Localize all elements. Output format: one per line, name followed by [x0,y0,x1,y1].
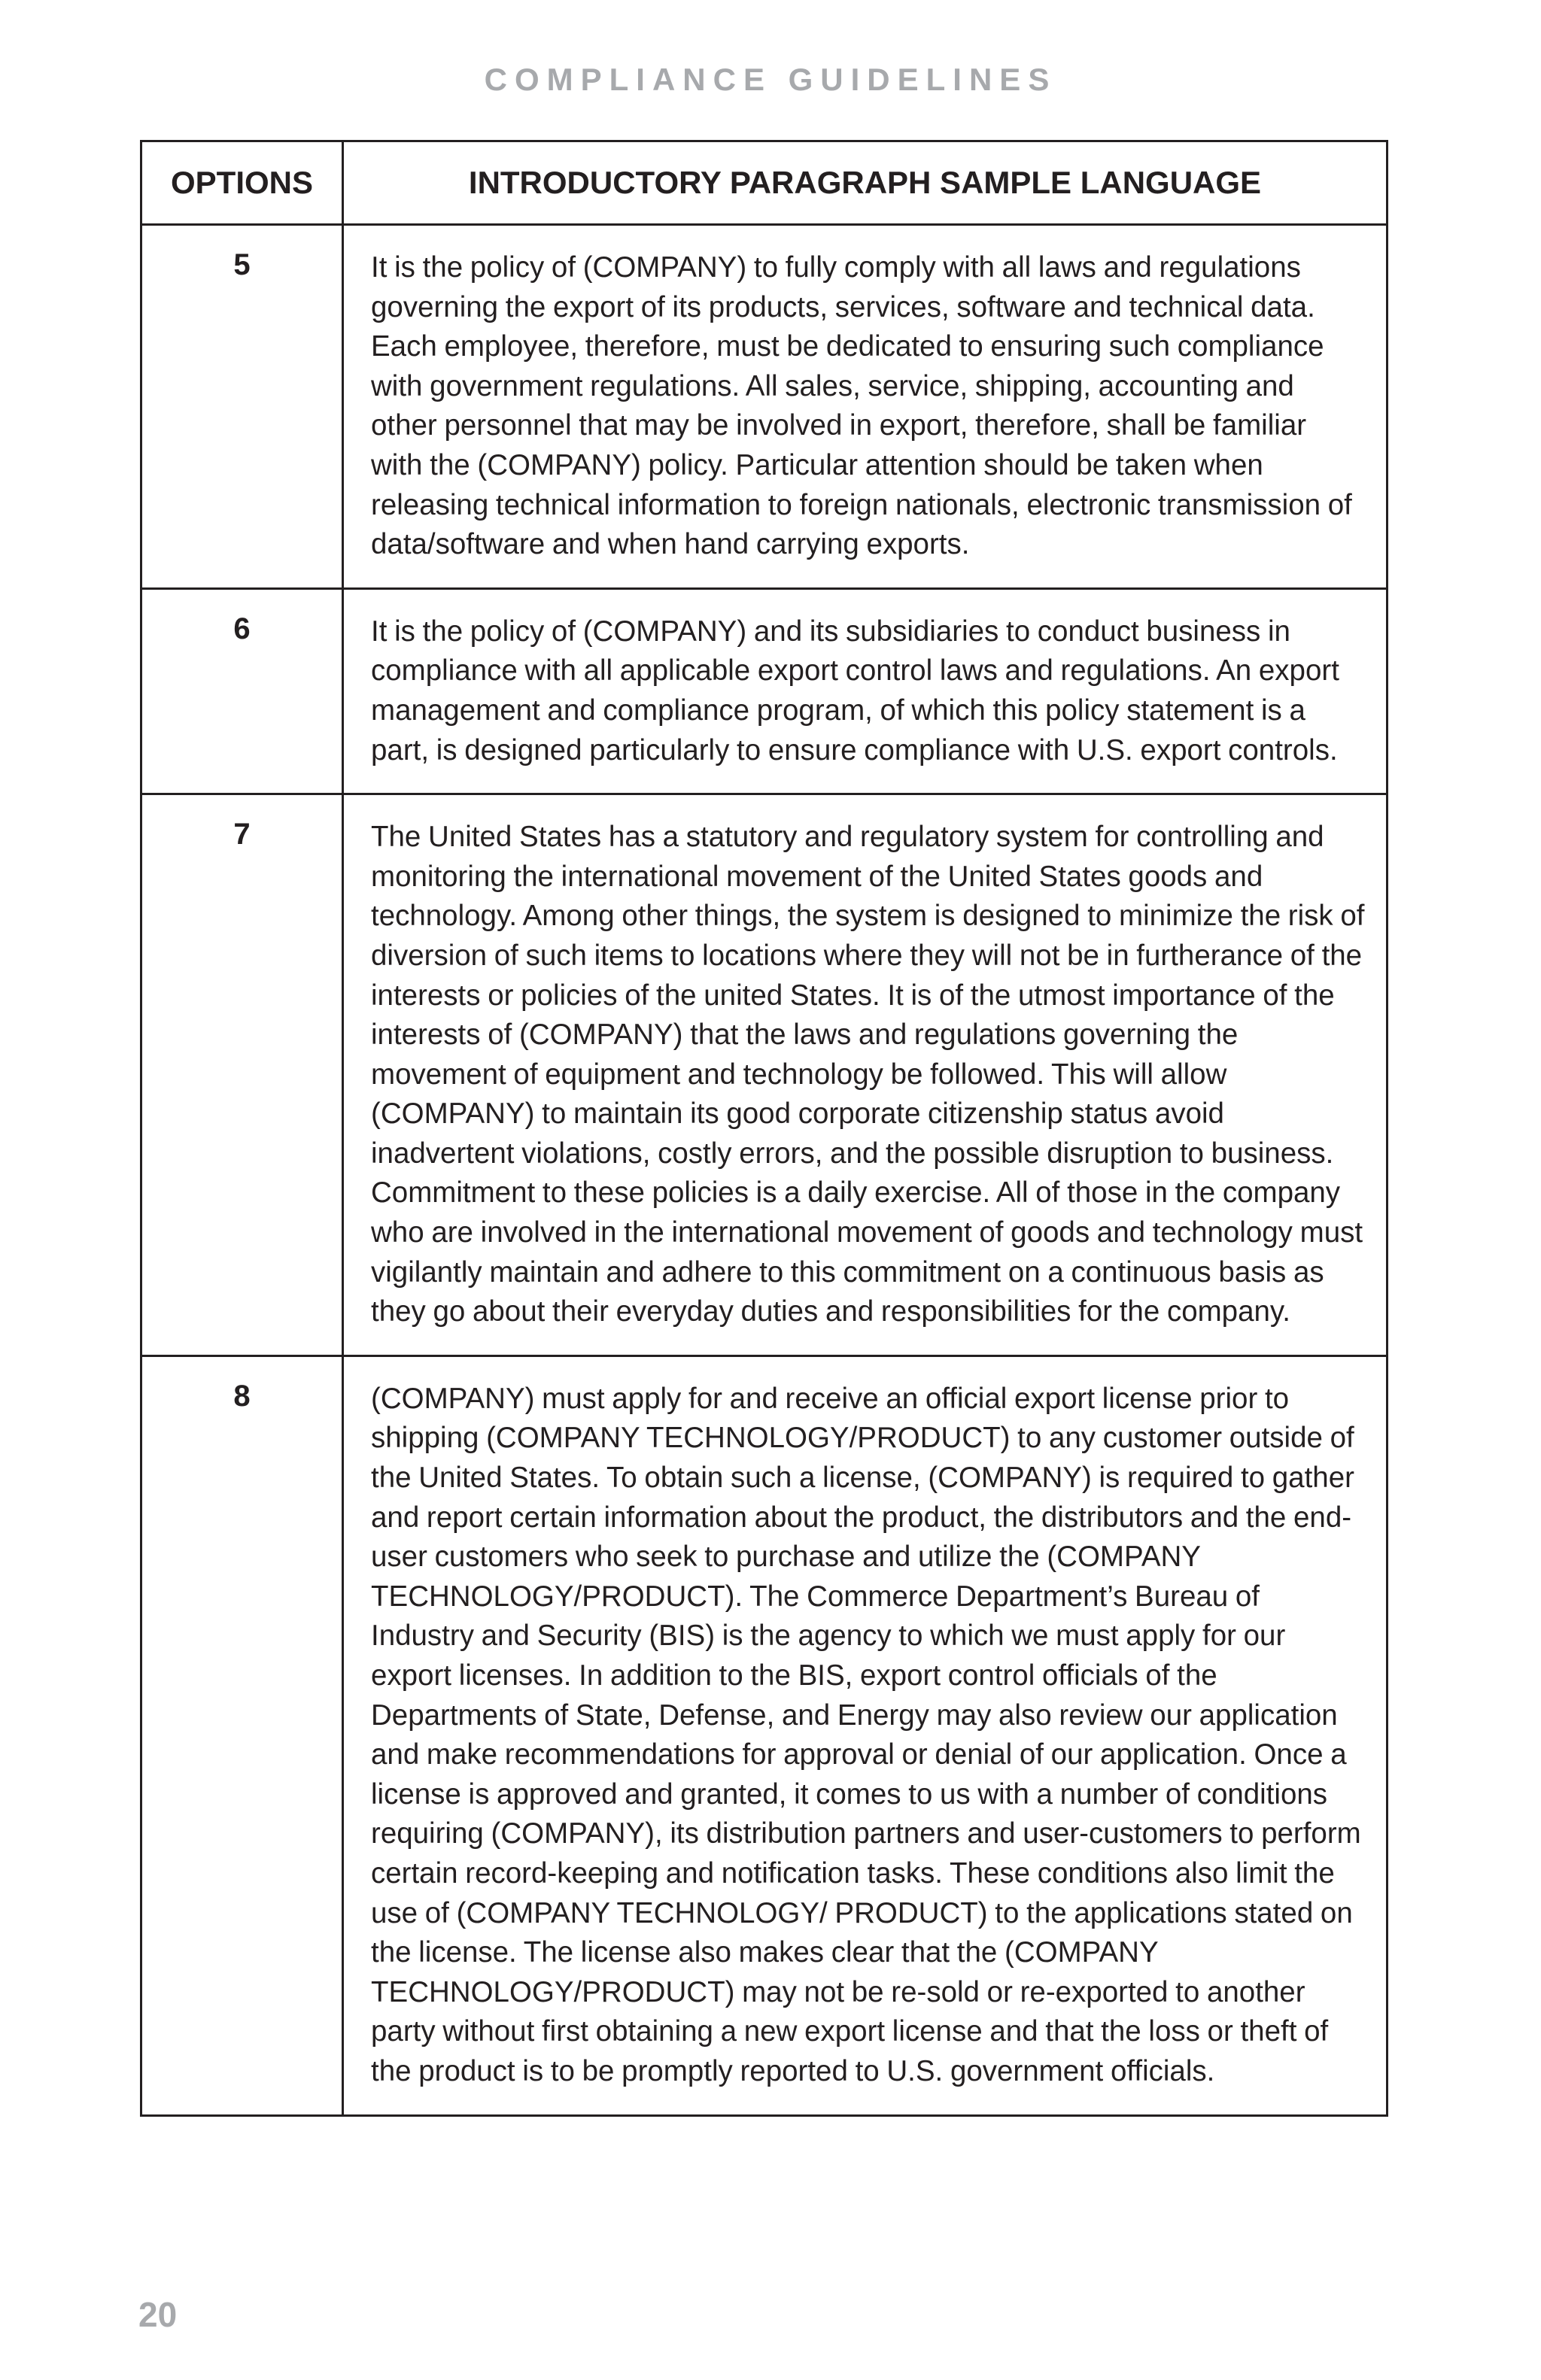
sample-paragraph: The United States has a statutory and regulatory system for controlling and monitoring the international movement of the United States goods and technology. Among other things, the system is designed to minimize the risk of diversion of such items to locations where they will not be in furtherance of the interests or policies of the united States. It is of the utmost importance of the interests of (COMPANY) that the laws and regulations governing the movement of equipment and technology be followed. This will allow (COMPANY) to maintain its good corporate citizenship status avoid inadvertent violations, costly errors, and the possible disruption to business. Commitment to these policies is a daily exercise. All of those in the company who are involved in the international movement of goods and technology must vigilantly maintain and adhere to this commitment on a continuous basis as they go about their everyday duties and responsibilities for the company. [343,794,1388,1356]
sample-paragraph: It is the policy of (COMPANY) and its subsidiaries to conduct business in compliance with all applicable export control laws and regulations. An export management and compliance program, of which this policy statement is a part, is designed particularly to ensure compliance with U.S. export controls. [343,588,1388,794]
page-number: 20 [138,2295,178,2334]
sample-language-table [140,140,1388,2117]
sample-paragraph: It is the policy of (COMPANY) to fully comply with all laws and regulations governing the export of its products, services, software and technical data. Each employee, therefore, must be dedicated to ensuring such compliance with government regulations. All sales, service, shipping, accounting and other personnel that may be involved in export, therefore, shall be familiar with the (COMPANY) policy. Particular attention should be taken when releasing technical information to foreign nationals, electronic transmission of data/software and when hand carrying exports. [343,225,1388,589]
table-header [141,141,1388,225]
table-row-option-8 [141,1355,1388,2115]
table-header-row [141,141,1388,225]
running-header-title: COMPLIANCE GUIDELINES [484,62,1057,97]
option-number: 5 [141,225,343,589]
sample-paragraph: (COMPANY) must apply for and receive an official export license prior to shipping (COMPANY TECHNOLOGY/PRODUCT) to any customer outside of the United States. To obtain such a license, (COMPANY) is required to gather and report certain information about the product, the distributors and the end-user customers who seek to purchase and utilize the (COMPANY TECHNOLOGY/PRODUCT). The Commerce Department’s Bureau of Industry and Security (BIS) is the agency to which we must apply for our export licenses. In addition to the BIS, export control officials of the Departments of State, Defense, and Energy may also review our application and make recommendations for approval or denial of our application. Once a license is approved and granted, it comes to us with a number of conditions requiring (COMPANY), its distribution partners and user-customers to perform certain record-keeping and notification tasks. These conditions also limit the use of (COMPANY TECHNOLOGY/ PRODUCT) to the applications stated on the license. The license also makes clear that the (COMPANY TECHNOLOGY/PRODUCT) may not be re-sold or re-exported to another party without first obtaining a new export license and that the loss or theft of the product is to be promptly reported to U.S. government officials. [343,1355,1388,2115]
column-header-language: INTRODUCTORY PARAGRAPH SAMPLE LANGUAGE [343,141,1388,225]
table-body [141,225,1388,2116]
column-header-options: OPTIONS [141,141,343,225]
option-number: 7 [141,794,343,1356]
table-row-option-6 [141,588,1388,794]
option-number: 6 [141,588,343,794]
table-row-option-7 [141,794,1388,1356]
option-number: 8 [141,1355,343,2115]
table-row-option-5 [141,225,1388,589]
